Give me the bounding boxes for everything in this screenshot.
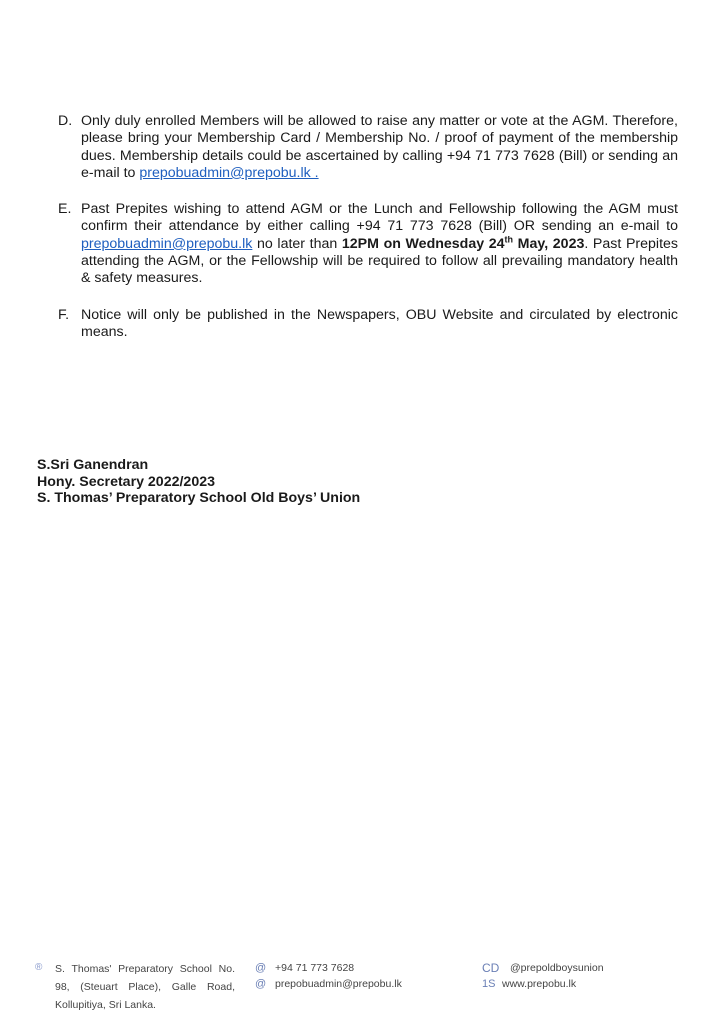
web-icon: 1S (482, 978, 496, 990)
email-icon: @ (255, 978, 267, 990)
footer-social (482, 960, 682, 992)
notice-item-f (58, 307, 678, 342)
phone-icon: @ (255, 962, 267, 974)
item-letter: D. (58, 113, 73, 129)
email-link[interactable]: prepobuadmin@prepobu.lk . (139, 164, 319, 181)
phone-number[interactable]: +94 71 773 7628 (275, 962, 355, 974)
item-text (81, 113, 678, 182)
footer-contact (255, 960, 455, 992)
signature-block (37, 457, 360, 507)
footer-address (35, 960, 235, 1014)
signatory-name: S.Sri Ganendran (37, 457, 149, 473)
notice-items (58, 113, 678, 360)
deadline-part: May, 2023 (513, 235, 585, 252)
footer-email[interactable]: prepobuadmin@prepobu.lk (275, 978, 402, 990)
social-icon: CD (482, 961, 500, 975)
email-row (255, 976, 455, 992)
deadline-ordinal: th (504, 234, 514, 245)
signatory-organization: S. Thomas’ Preparatory School Old Boys’ Union (37, 490, 361, 506)
notice-item-d (58, 113, 678, 182)
item-text-part: Past Prepites wishing to attend AGM or the Lunch and Fellowship following the AGM must confirm their attendance by either calling +94 71 773 7628 (Bill) OR sending an e-mail to (81, 201, 678, 235)
phone-row (255, 960, 455, 976)
item-text-part: no later than (252, 235, 342, 252)
item-letter: E. (58, 201, 72, 218)
item-text-part: . Past Prepites attending the AGM, or the Fellowship will be required to follow all prevailing mandatory health & safety measures. (81, 235, 678, 287)
notice-item-e (58, 201, 678, 287)
location-icon: ® (35, 962, 43, 973)
deadline-part: 12PM on Wednesday 24 (341, 235, 505, 252)
web-row (482, 976, 682, 992)
item-letter: F. (58, 306, 70, 323)
website-link[interactable]: www.prepobu.lk (502, 978, 577, 990)
address-text: S. Thomas' Preparatory School No. 98, (Steuart Place), Galle Road, Kollupitiya, Sri Lanka. (55, 963, 235, 1011)
social-handle[interactable]: @prepoldboysunion (510, 962, 604, 974)
item-text (81, 201, 678, 287)
item-text: Notice will only be published in the Newspapers, OBU Website and circulated by electronic means. (81, 306, 678, 340)
social-row (482, 960, 682, 976)
item-text-part: Only duly enrolled Members will be allowed to raise any matter or vote at the AGM. Therefore, please bring your Membership Card / Membership No. / proof of payment of the membership dues. Membership details could be ascertained by calling +94 71 773 7628 (Bill) or sending an e-mail to (81, 113, 678, 181)
email-link[interactable]: prepobuadmin@prepobu.lk (81, 235, 253, 252)
signatory-title: Hony. Secretary 2022/2023 (37, 473, 215, 490)
deadline-text (342, 236, 584, 252)
